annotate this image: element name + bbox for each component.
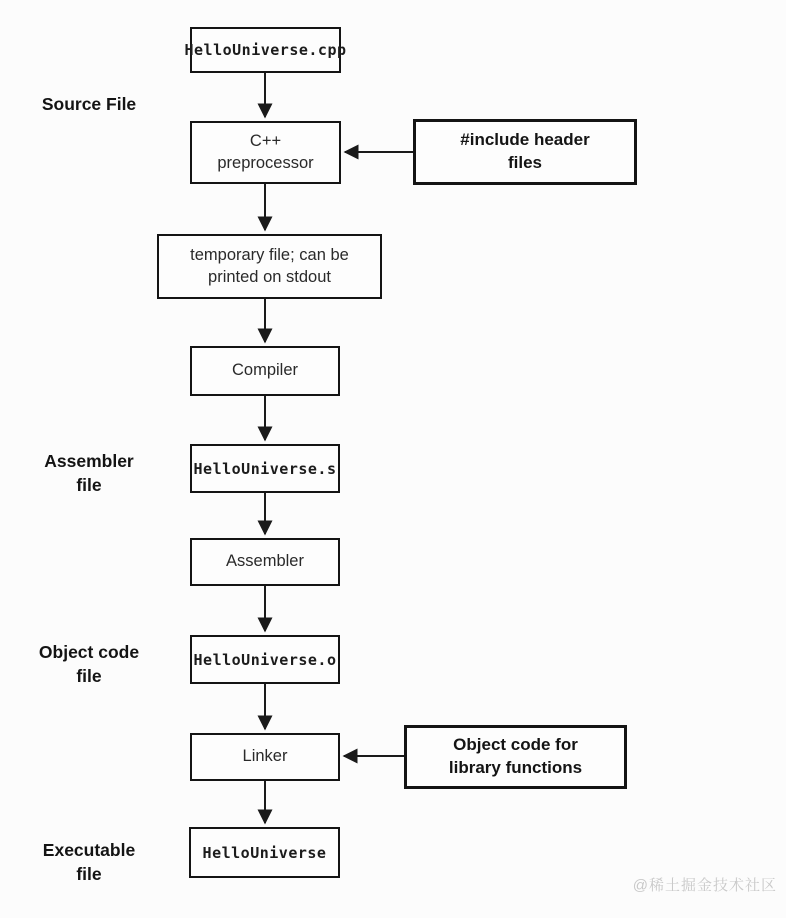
node-temporary-file-line2: printed on stdout <box>208 267 331 286</box>
stage-label-source-file <box>18 93 160 117</box>
node-executable <box>189 827 340 878</box>
node-library-object-code-line2: library functions <box>448 758 583 777</box>
stage-label-assembler-file-line1: Assembler <box>44 451 134 471</box>
node-linker <box>190 733 340 781</box>
node-assembler-label: Assembler <box>226 552 304 571</box>
node-assembler-file <box>190 444 340 493</box>
watermark-text: @稀土掘金技术社区 <box>632 877 777 894</box>
stage-label-assembler-file <box>18 450 160 497</box>
node-include-header-files <box>413 119 637 185</box>
node-cpp-preprocessor-line1: C++ <box>249 131 282 150</box>
stage-label-assembler-file-line2: file <box>76 474 102 495</box>
node-library-object-code <box>404 725 627 789</box>
node-object-file <box>190 635 340 684</box>
stage-label-executable-file <box>18 839 160 886</box>
stage-label-executable-file-line1: Executable <box>42 840 136 860</box>
node-include-header-files-line1: #include header <box>460 130 590 150</box>
node-compiler-label: Compiler <box>231 361 299 380</box>
node-cpp-preprocessor-line2: preprocessor <box>217 153 314 172</box>
watermark <box>612 874 777 895</box>
node-source-cpp-file <box>184 27 347 73</box>
stage-label-executable-file-line2: file <box>76 863 102 884</box>
stage-label-object-code-file-line1: Object code <box>38 642 140 662</box>
node-source-cpp-file-label: HelloUniverse.cpp <box>184 41 347 59</box>
node-library-object-code-line1: Object code for <box>453 735 578 755</box>
node-include-header-files-line2: files <box>507 153 543 172</box>
node-executable-label: HelloUniverse <box>202 843 327 862</box>
node-temporary-file <box>157 234 382 299</box>
stage-label-object-code-file-line2: file <box>76 665 102 686</box>
node-compiler <box>190 346 340 396</box>
stage-label-object-code-file <box>10 641 168 688</box>
node-linker-label: Linker <box>242 747 288 766</box>
stage-label-source-file-text: Source File <box>41 94 137 114</box>
node-object-file-label: HelloUniverse.o <box>193 650 337 669</box>
node-temporary-file-line1: temporary file; can be <box>190 245 349 264</box>
node-cpp-preprocessor <box>190 121 341 184</box>
node-assembler-file-label: HelloUniverse.s <box>193 459 337 478</box>
node-assembler <box>190 538 340 586</box>
